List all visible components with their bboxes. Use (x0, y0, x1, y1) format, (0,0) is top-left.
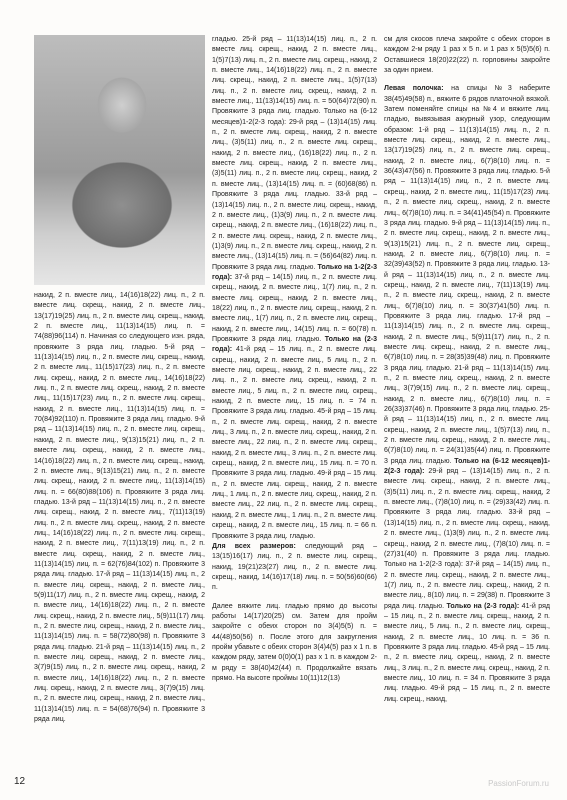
bold-heading: Для всех размеров: (212, 542, 305, 550)
page-number: 12 (14, 776, 26, 787)
bold-heading: Только на (6-12 месяцев)1-2(2-3 года): (384, 457, 550, 476)
paragraph-text: следующий ряд – 13(15)16(17) лиц. п., 2 п. вместе лиц. скрещ., накид, 19(21)23(27) лиц. п., 2 п. вместе лиц. скрещ., накид, 14(16)17(18) лиц. п. = 50(56)60(66) п. (212, 542, 377, 592)
text-column-2 (212, 35, 377, 684)
paragraph-text: 41-й ряд – 15 лиц. п., 2 п. вместе лиц. скрещ., накид, 2 п. вместе лиц., 5 лиц. п., 2 п. вместе лиц. скрещ., накид, 2 п. вместе лиц., 10 лиц. п. = 36 п. Провяжите 3 ряда лиц. гладью. 45-й ряд – 15 лиц. п., 2 п. вместе лиц. скрещ., накид, 2 п. вместе лиц., 3 лиц. п., 2 п. вместе лиц. скрещ., накид, 2 п. вместе лиц., 10 лиц. п. = 34 п. Провяжите 3 ряда лиц. гладью. 49-й ряд – 15 лиц. п., 2 п. вместе лиц. скрещ., накид, (384, 602, 550, 703)
paragraph: накид, 2 п. вместе лиц., 14(16)18(22) лиц. п., 2 п. вместе лиц. скрещ., накид, 2 п. вместе лиц., 13(17)19(25) лиц. п., 2 п. вместе лиц. скрещ., накид, 2 п. вместе лиц., 11(13)14(15) лиц. п. = 74(88)96(114) п. Начиная со следующего изн. ряда, провяжите 3 ряда лиц. гладью. 5-й ряд – 11(13)14(15) лиц. п., 2 п. вместе лиц. скрещ., накид, 2 п. вместе лиц., 11(15)17(23) лиц. п., 2 п. вместе лиц. скрещ., накид, 2 п. вместе лиц., 14(16)18(22) лиц. п., 2 п. вместе лиц. скрещ., накид, 2 п. вместе лиц., 11(15)17(23) лиц. п., 2 п. вместе лиц. скрещ., накид, 2 п. вместе лиц., 11(13)14(15) лиц. п. = 70(84)92(110) п. Провяжите 3 ряда лиц. гладью. 9-й ряд – 11(13)14(15) лиц. п., 2 п. вместе лиц. скрещ., накид, 2 п. вместе лиц., 9(13)15(21) лиц. п., 2 п. вместе лиц. скрещ., накид, 2 п. вместе лиц., 14(16)18(22) лиц. п., 2 п. вместе лиц. скрещ., накид, 2 п. вместе лиц., 9(13)15(21) лиц. п., 2 п. вместе лиц. скрещ., накид, 2 п. вместе лиц., 11(13)14(15) лиц. п. = 66(80)88(106) п. Провяжите 3 ряда лиц. гладью. 13-й ряд – 11(13)14(15) лиц. п., 2 п. вместе лиц. скрещ., накид, 2 п. вместе лиц., 7(11)13(19) лиц. п., 2 п. вместе лиц. скрещ., накид, 2 п. вместе лиц., 14(16)18(22) лиц. п., 2 п. вместе лиц. скрещ., накид, 2 п. вместе лиц., 7(11)13(19) лиц. п., 2 п. вместе лиц. скрещ., накид, 2 п. вместе лиц., 11(13)14(15) лиц. п. = 62(76)84(102) п. Провяжите 3 ряда лиц. гладью. 17-й ряд – 11(13)14(15) лиц. п., 2 п. вместе лиц. скрещ., накид, 2 п. вместе лиц., 5(9)11(17) лиц. п., 2 п. вместе лиц. скрещ., накид, 2 п. вместе лиц., 14(16)18(22) лиц. п., 2 п. вместе лиц. скрещ., накид, 2 п. вместе лиц., 5(9)11(17) лиц. п., 2 п. вместе лиц. скрещ., накид, 2 п. вместе лиц., 11(13)14(15) лиц. п. = 58(72)80(98) п. Провяжите 3 ряда лиц. гладью. 21-й ряд – 11(13)14(15) лиц. п., 2 п. вместе лиц. скрещ., накид, 2 п. вместе лиц., 3(7)9(15) лиц. п., 2 п. вместе лиц. скрещ., накид, 2 п. вместе лиц., 14(16)18(22) лиц. п., 2 п. вместе лиц. скрещ., накид, 2 п. вместе лиц., 3(7)9(15) лиц. п., 2 п. вместе лиц. скрещ., накид, 2 п. вместе лиц., 11(13)14(15) лиц. п. = 54(68)76(94) п. Провяжите 3 ряда лиц. (34, 292, 205, 724)
paragraph-text: Далее вяжите лиц. гладью прямо до высоты работы 14(17)20(25) см. Затем для пройм закройте с обеих сторон по 3(4)5(5) п. = 44(48)50(56) п. После этого для закругления пройм убавьте с обеих сторон 3(4)4(5) раз x 1 п. в каждом ряду, затем 0(0)0(1) раз x 1 п. в каждом 2-м ряду = 38(40)42(44) п. Продолжайте вязать прямо. На высоте проймы 10(11)12(13) (212, 602, 377, 682)
paragraph-text: 41-й ряд – 15 лиц. п., 2 п. вместе лиц. скрещ., накид, 2 п. вместе лиц., 5 лиц. п., 2 п. вместе лиц. скрещ., накид, 2 п. вместе лиц., 22 лиц. п., 2 п. вместе лиц. скрещ., накид, 2 п. вместе лиц., 5 лиц. п., 2 п. вместе лиц. скрещ., накид, 2 п. вместе лиц., 15 лиц. п. = 74 п. Провяжите 3 ряда лиц. гладью. 45-й ряд – 15 лиц. п., 2 п. вместе лиц. скрещ., накид, 2 п. вместе лиц., 3 лиц. п., 2 п. вместе лиц. скрещ., накид, 2 п. вместе лиц., 22 лиц. п., 2 п. вместе лиц. скрещ., накид, 2 п. вместе лиц., 3 лиц. п., 2 п. вместе лиц. скрещ., накид, 2 п. вместе лиц., 15 лиц. п. = 70 п. Провяжите 3 ряда лиц. гладью. 49-й ряд – 15 лиц. п., 2 п. вместе лиц. скрещ., накид, 2 п. вместе лиц., 1 лиц. п., 2 п. вместе лиц. скрещ., накид, 2 п. вместе лиц., 22 лиц. п., 2 п. вместе лиц. скрещ., накид, 2 п. вместе лиц., 1 лиц. п., 2 п. вместе лиц. скрещ., накид, 2 п. вместе лиц., 15 лиц. п. = 66 п. Провяжите 3 ряда лиц. гладью. (212, 346, 377, 540)
paragraph (384, 35, 550, 76)
paragraph-text: гладью. 25-й ряд – 11(13)14(15) лиц. п., 2 п. вместе лиц. скрещ., накид, 2 п. вместе лиц., 1(5)7(13) лиц. п., 2 п. вместе лиц. скрещ., накид, 2 п. вместе лиц., 14(16)18(22) лиц. п., 2 п. вместе лиц. скрещ., накид, 2 п. вместе лиц., 1(5)7(13) лиц. п., 2 п. вместе лиц. скрещ., накид, 2 п. вместе лиц., 11(13)14(15) лиц. п. = 50(64)72(90) п. Провяжите 3 ряда лиц. гладью. Только на (6-12 месяцев)1-2(2-3 года): 29-й ряд – (13)14(15) лиц. п., 2 п. вместе лиц. скрещ., накид, 2 п. вместе лиц., (3)5(11) лиц. п., 2 п. вместе лиц. скрещ., накид, 2 п. вместе лиц., (16)18(22) лиц. п., 2 п. вместе лиц. скрещ., накид, 2 п. вместе лиц., (3)5(11) лиц. п., 2 п. вместе лиц. скрещ., накид, 2 п. вместе лиц., (13)14(15) лиц. п. = (60)68(86) п. Провяжите 3 ряда лиц. гладью. 33-й ряд – (13)14(15) лиц. п., 2 п. вместе лиц. скрещ., накид, 2 п. вместе лиц., (1)3(9) лиц. п., 2 п. вместе лиц. скрещ., накид, 2 п. вместе лиц., (16)18(22) лиц. п., 2 п. вместе лиц. скрещ., накид, 2 п. вместе лиц., (1)3(9) лиц. п., 2 п. вместе лиц. скрещ., накид, 2 п. вместе лиц., (13)14(15) лиц. п. = (56)64(82) лиц. п. Провяжите 3 ряда лиц. гладью. (212, 36, 377, 271)
paragraph-text: 29-й ряд – (13)14(15) лиц. п., 2 п. вместе лиц. скрещ., накид, 2 п. вместе лиц., (3)5(11) лиц. п., 2 п. вместе лиц. скрещ., накид, 2 п. вместе лиц., (7)8(10) лиц. п. = (29)33(42) лиц. п. Провяжите 3 ряда лиц. гладью. 33-й ряд – (13)14(15) лиц. п., 2 п. вместе лиц. скрещ., накид, 2 п. вместе лиц., (1)3(9) лиц. п., 2 п. вместе лиц. скрещ., накид, 2 п. вместе лиц., (7)8(10) лиц. п. = (27)31(40) п. Провяжите 3 ряда лиц. гладью. Только на 1-2(2-3 года): 37-й ряд – 14(15) лиц. п., 2 п. вместе лиц. скрещ., накид, 2 п. вместе лиц., 1(7) лиц. п., 2 п. вместе лиц. скрещ., накид, 2 п. вместе лиц., 8(10) лиц. п. = 29(38) п. Провяжите 3 ряда лиц. гладью. (384, 468, 550, 610)
paragraph (384, 84, 550, 705)
bold-heading: Только на (2-3 года): (446, 602, 522, 610)
baby-photo (34, 35, 205, 285)
paragraph-text: см для скосов плеча закройте с обеих сторон в каждом 2-м ряду 1 раз x 5 п. и 1 раз x 5(5)5(6) п. Оставшиеся 18(20)22(22) п. горловины закройте за один прием. (384, 36, 550, 75)
paragraph (212, 35, 377, 542)
watermark: PassionForum.ru (488, 779, 549, 788)
paragraph (212, 542, 377, 594)
bold-heading: Только на 1-2(2-3 года): (212, 263, 377, 281)
paragraph-text: на спицы №3 наберите 38(45)49(58) п., вяжите 6 рядов платочной вязкой. Затем поменяйте спицы на №4 и вяжите лиц. гладью, вывязывая ажурный узор, следующим образом: 1-й ряд – 11(13)14(15) лиц. п., 2 п. вместе лиц. скрещ., накид, 2 п. вместе лиц., 13(17)19(25) лиц. п., 2 п. вместе лиц. скрещ., накид, 2 п. вместе лиц., 6(7)8(10) лиц. п. = 36(43)47(56) п. Провяжите 3 ряда лиц. гладью. 5-й ряд – 11(13)14(15) лиц. п., 2 п. вместе лиц. скрещ., накид, 2 п. вместе лиц., 11(15)17(23) лиц. п., 2 п. вместе лиц. скрещ., накид, 2 п. вместе лиц., 6(7)8(10) лиц. п. = 34(41)45(54) п. Провяжите 3 ряда лиц. гладью. 9-й ряд – 11(13)14(15) лиц. п., 2 п. вместе лиц. скрещ., накид, 2 п. вместе лиц., 9(13)15(21) лиц. п., 2 п. вместе лиц. скрещ., накид, 2 п. вместе лиц., 6(7)8(10) лиц. п. = 32(39)43(52) п. Провяжите 3 ряда лиц. гладью. 13-й ряд – 11(13)14(15) лиц. п., 2 п. вместе лиц. скрещ., накид, 2 п. вместе лиц., 7(11)13(19) лиц. п., 2 п. вместе лиц. скрещ., накид, 2 п. вместе лиц., 6(7)8(10) лиц. п. = 30(37)41(50) лиц. п. Провяжите 3 ряда лиц. гладью. 17-й ряд – 11(13)14(15) лиц. п., 2 п. вместе лиц. скрещ., накид, 2 п. вместе лиц., 5(9)11(17) лиц. п., 2 п. вместе лиц. скрещ., накид, 2 п. вместе лиц., 6(7)8(10) лиц. п. = 28(35)39(48) лиц. п. Провяжите 3 ряда лиц. гладью. 21-й ряд – 11(13)14(15) лиц. п., 2 п. вместе лиц. скрещ., накид, 2 п. вместе лиц., 3(7)9(15) лиц. п., 2 п. вместе лиц. скрещ., накид, 2 п. вместе лиц., 6(7)8(10) лиц. п. = 26(33)37(46) п. Провяжите 3 ряда лиц. гладью. 25-й ряд – 11(13)14(15) лиц. п., 2 п. вместе лиц. скрещ., накид, 2 п. вместе лиц., 1(5)7(13) лиц. п., 2 п. вместе лиц. скрещ., накид, 2 п. вместе лиц., 6(7)8(10) лиц. п. = 24(31)35(44) лиц. п. Провяжите 3 ряда лиц. гладью. (384, 85, 550, 465)
bold-heading: Только на (2-3 года): (212, 335, 377, 354)
paragraph (212, 602, 377, 685)
bold-heading: Левая полочка: (384, 85, 452, 93)
text-column-1 (34, 291, 205, 725)
paragraph-text: 37-й ряд – 14(15) лиц. п., 2 п. вместе лиц. скрещ., накид, 2 п. вместе лиц., 1(7) лиц. п., 2 п. вместе лиц. скрещ., накид, 2 п. вместе лиц., 18(22) лиц. п., 2 п. вместе лиц. скрещ., накид, 2 п. вместе лиц., 1(7) лиц. п., 2 п. вместе лиц. скрещ., накид, 2 п. вместе лиц., 14(15) лиц. п. = 60(78) п. Провяжите 3 ряда лиц. гладью. (212, 273, 377, 343)
text-column-3 (384, 35, 550, 705)
